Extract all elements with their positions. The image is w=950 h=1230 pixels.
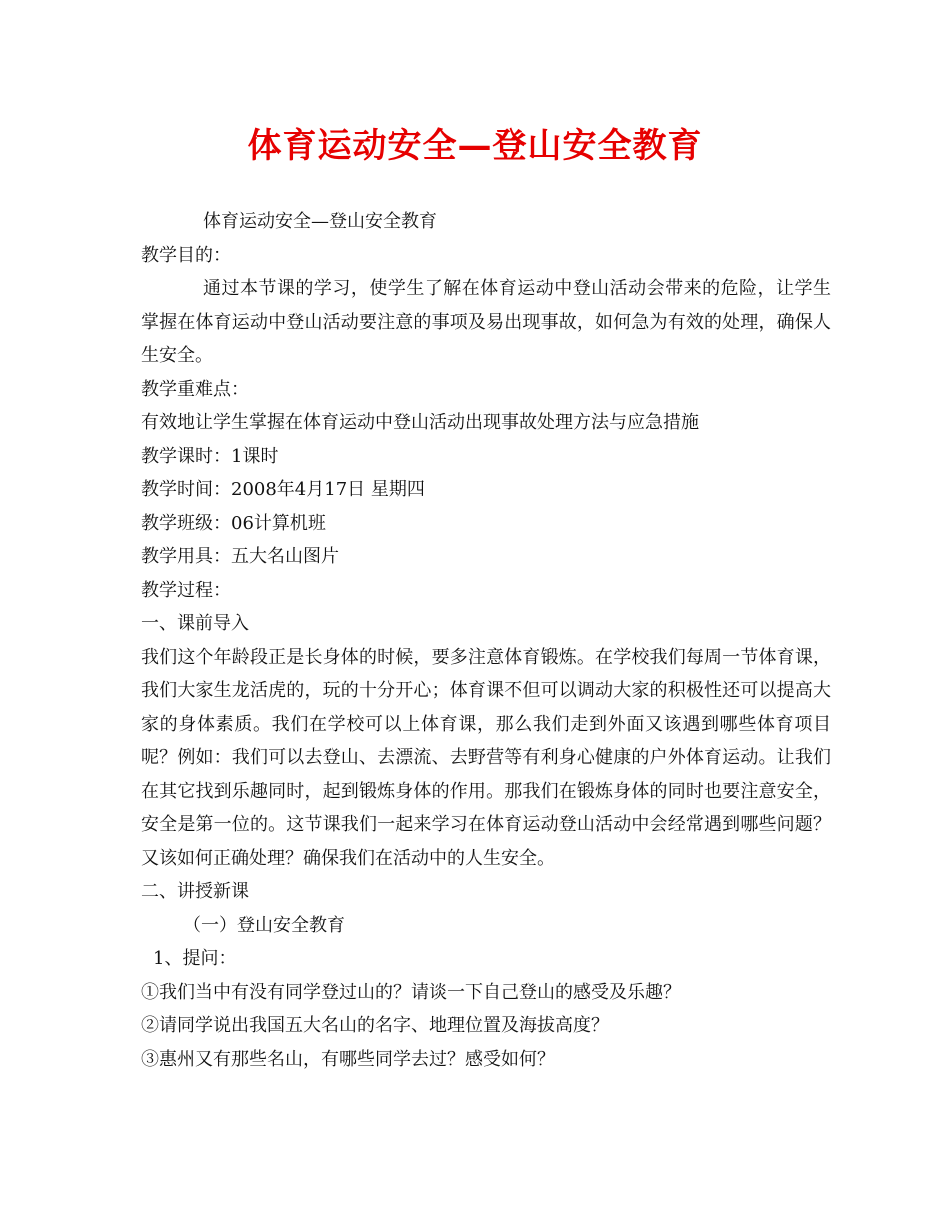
document-subtitle: 体育运动安全—登山安全教育: [203, 211, 437, 232]
process-heading: 教学过程：: [141, 579, 231, 601]
class-hours: 教学课时：1课时: [141, 445, 279, 467]
intro-paragraph: 我们这个年龄段正是长身体的时候，要多注意体育锻炼。在学校我们每周一节体育课，我们大家生龙活虎的，玩的十分开心；体育课不但可以调动大家的积极性还可以提高大家的身体素质。我们在学校可以上体育课，那么我们走到外面又该遇到哪些体育项目呢？例如：我们可以去登山、去漂流、去野营等有利身心健康的户外体育运动。让我们在其它找到乐趣同时，起到锻炼身体的作用。那我们在锻炼身体的同时也要注意安全，安全是第一位的。这节课我们一起来学习在体育运动登山活动中会经常遇到哪些问题？又该如何正确处理？确保我们在活动中的人生安全。: [141, 646, 831, 869]
question-item: ②请同学说出我国五大名山的名字、地理位置及海拔高度？: [141, 1015, 609, 1036]
key-points-heading: 教学重难点：: [141, 378, 249, 400]
objective-paragraph: 通过本节课的学习，使学生了解在体育运动中登山活动会带来的危险，让学生掌握在体育运动中登山活动要注意的事项及易出现事故，如何急为有效的处理，确保人生安全。: [141, 278, 831, 366]
class-time: 教学时间：2008年4月17日 星期四: [141, 479, 425, 500]
section-heading: 二、讲授新课: [141, 881, 249, 902]
class-group: 教学班级：06计算机班: [141, 512, 326, 534]
section-heading: 一、课前导入: [141, 613, 249, 634]
subsection-heading: （一）登山安全教育: [183, 914, 345, 936]
teaching-tools: 教学用具：五大名山图片: [141, 546, 339, 567]
question-item: ①我们当中有没有同学登过山的？请谈一下自己登山的感受及乐趣？: [141, 981, 681, 1003]
document-title: 体育运动安全—登山安全教育: [247, 126, 703, 166]
question-heading: 1、提问：: [153, 948, 237, 969]
document-body: [141, 205, 831, 1076]
key-points-paragraph: 有效地让学生掌握在体育运动中登山活动出现事故处理方法与应急措施: [141, 412, 699, 433]
question-item: ③惠州又有那些名山，有哪些同学去过？感受如何？: [141, 1048, 555, 1070]
objective-heading: 教学目的：: [141, 244, 231, 266]
